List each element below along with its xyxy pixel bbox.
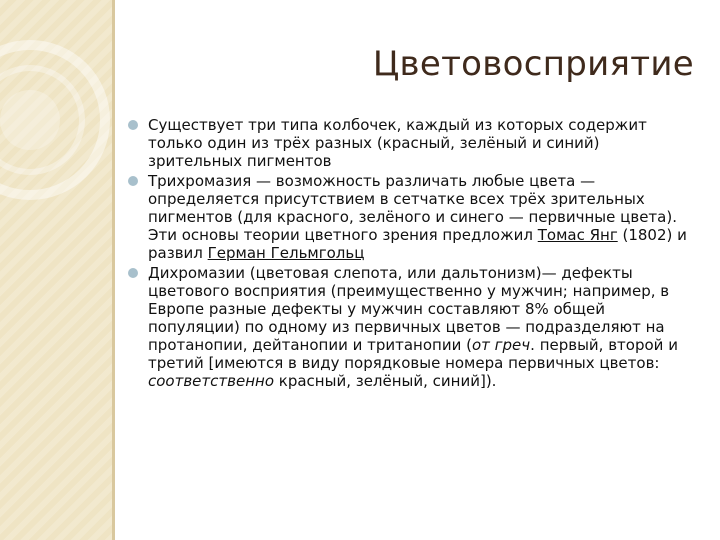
slide-title: Цветовосприятие [372,44,694,84]
decorative-side-band [0,0,112,540]
bullet-icon [128,120,138,130]
bullet-item-3 [128,264,698,390]
bullet-text: Дихромазии (цветовая слепота, или дальтонизм)— дефекты цветового восприятия (преимущественно у мужчин; например, в Европе разные дефекты у мужчин составляют 8% общей популяции) по одному из первичных цветов — подразделяют на протанопии, дейтанопии и тританопии ( [148,264,670,354]
bullet-list [128,116,698,392]
bullet-item-2 [128,172,698,262]
bullet-item-1 [128,116,698,170]
bullet-text: красный, зелёный, синий]). [274,372,497,390]
italic-text: соответственно [148,372,274,390]
italic-text: от греч [471,336,531,354]
bullet-text: . первый, второй и третий [имеются в виду порядковые номера первичных цветов: [148,336,678,372]
link-hermann-helmholtz[interactable]: Герман Гельмгольц [207,244,365,262]
decorative-circles [0,10,130,270]
bullet-text: Трихромазия — возможность различать любые цвета — определяется присутствием в сетчатке всех трёх зрительных пигментов (для красного, зелёного и синего — первичные цвета). Эти основы теории цветного зрения предложил [148,172,677,244]
bullet-text: Существует три типа колбочек, каждый из которых содержит только один из трёх разных (красный, зелёный и синий) зрительных пигментов [148,116,647,170]
bullet-text: (1802) и развил [148,226,687,262]
bullet-icon [128,268,138,278]
link-thomas-young[interactable]: Томас Янг [537,226,618,244]
bullet-icon [128,176,138,186]
